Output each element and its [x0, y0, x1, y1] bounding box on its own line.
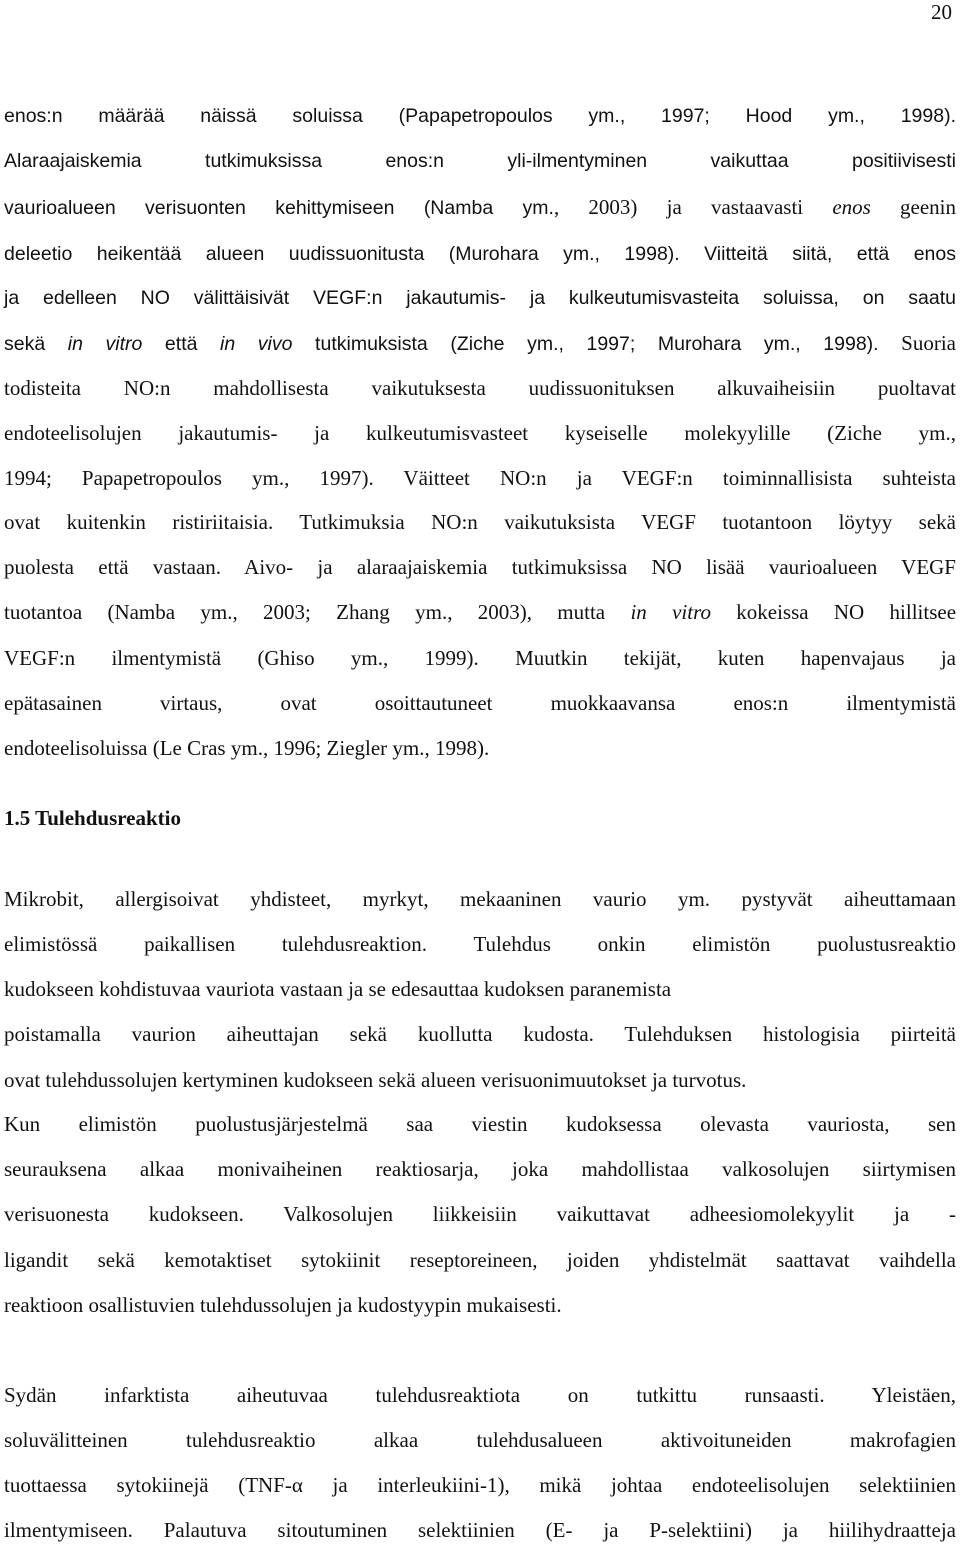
text-line: verisuonesta kudokseen. Valkosolujen liikkeisiin vaikuttavat adheesiomolekyylit ja - — [4, 1202, 956, 1226]
text-span: Suoria — [901, 331, 956, 355]
text-span: vaurioalueen verisuonten kehittymiseen (Namba ym. — [4, 197, 554, 219]
text-span: että — [142, 333, 221, 355]
text-line: soluvälitteinen tulehdusreaktio alkaa tulehdusalueen aktivoituneiden makrofagien — [4, 1428, 956, 1452]
text-line: enos:n määrää näissä soluissa (Papapetropoulos ym., 1997; Hood ym., 1998). — [4, 105, 956, 127]
text-span: deleetio heikentää alueen uudissuonitusta (Murohara ym. — [4, 243, 595, 265]
page-number: 20 — [931, 0, 952, 24]
text-span: kokeissa NO hillitsee — [710, 600, 957, 624]
text-line — [4, 195, 956, 220]
text-line: ovat kuitenkin ristiriitaisia. Tutkimuksia NO:n vaikutuksista VEGF tuotantoon löytyy sekä — [4, 510, 956, 534]
text-line: ligandit sekä kemotaktiset sytokiinit reseptoreineen, joiden yhdistelmät saattavat vaihdella — [4, 1248, 956, 1272]
text-line: VEGF:n ilmentymistä (Ghiso ym., 1999). Muutkin tekijät, kuten hapenvajaus ja — [4, 646, 956, 670]
text-line: Alaraajaiskemia tutkimuksissa enos:n yli-ilmentyminen vaikuttaa positiivisesti — [4, 150, 956, 172]
text-line: reaktioon osallistuvien tulehdussolujen ja kudostyypin mukaisesti. — [4, 1293, 562, 1317]
text-span: in vitro — [67, 333, 143, 355]
text-line: kudokseen kohdistuvaa vauriota vastaan ja se edesauttaa kudoksen paranemista — [4, 977, 672, 1001]
text-line: todisteita NO:n mahdollisesta vaikutuksesta uudissuonituksen alkuvaiheisiin puoltavat — [4, 376, 956, 400]
section-heading: 1.5 Tulehdusreaktio — [4, 806, 182, 830]
text-span: in vitro — [630, 600, 711, 624]
text-span: sekä — [4, 333, 68, 355]
text-line: seurauksena alkaa monivaiheinen reaktiosarja, joka mahdollistaa valkosolujen siirtymisen — [4, 1157, 956, 1181]
text-line: elimistössä paikallisen tulehdusreaktion. Tulehdus onkin elimistön puolustusreaktio — [4, 932, 956, 956]
text-line — [4, 331, 956, 356]
text-line: Sydän infarktista aiheutuvaa tulehdusreaktiota on tutkittu runsaasti. Yleistäen, — [4, 1383, 956, 1407]
text-line: epätasainen virtaus, ovat osoittautuneet muokkaavansa enos:n ilmentymistä — [4, 691, 956, 715]
text-line: tuottaessa sytokiinejä (TNF-α ja interleukiini-1), mikä johtaa endoteelisolujen selektiinien — [4, 1473, 956, 1497]
text-line: endoteelisoluissa (Le Cras ym., 1996; Ziegler ym., 1998). — [4, 736, 490, 760]
text-line — [4, 600, 956, 624]
text-line: ja edelleen NO välittäisivät VEGF:n jakautumis- ja kulkeutumisvasteita soluissa, on saatu — [4, 287, 956, 309]
text-span: in vivo — [220, 333, 293, 355]
text-line: endoteelisolujen jakautumis- ja kulkeutumisvasteet kyseiselle molekyylille (Ziche ym., — [4, 421, 956, 445]
text-line: 1994; Papapetropoulos ym., 1997). Väitteet NO:n ja VEGF:n toiminnallisista suhteista — [4, 466, 956, 490]
text-line: poistamalla vaurion aiheuttajan sekä kuollutta kudosta. Tulehduksen histologisia piirteitä — [4, 1022, 956, 1046]
text-line: ovat tulehdussolujen kertyminen kudokseen sekä alueen verisuonimuutokset ja turvotus. — [4, 1068, 747, 1092]
text-span: geenin — [870, 195, 957, 219]
text-span: , 2003) ja vastaavasti — [553, 195, 833, 219]
text-span: tutkimuksista (Ziche ym., 1997; Murohara ym., 1998). — [292, 333, 902, 355]
text-span: , 1998). Viitteitä siitä, että enos — [594, 243, 956, 265]
text-span: enos — [832, 195, 871, 219]
text-line: puolesta että vastaan. Aivo- ja alaraajaiskemia tutkimuksissa NO lisää vaurioalueen VEGF — [4, 555, 956, 579]
text-line: ilmentymiseen. Palautuva sitoutuminen selektiinien (E- ja P-selektiini) ja hiilihydraatteja — [4, 1518, 956, 1542]
text-span: tuotantoa (Namba ym., 2003; Zhang ym., 2003), mutta — [4, 600, 631, 624]
text-line: Mikrobit, allergisoivat yhdisteet, myrkyt, mekaaninen vaurio ym. pystyvät aiheuttamaan — [4, 887, 956, 911]
text-line: Kun elimistön puolustusjärjestelmä saa viestin kudoksessa olevasta vauriosta, sen — [4, 1112, 956, 1136]
text-line — [4, 241, 956, 266]
